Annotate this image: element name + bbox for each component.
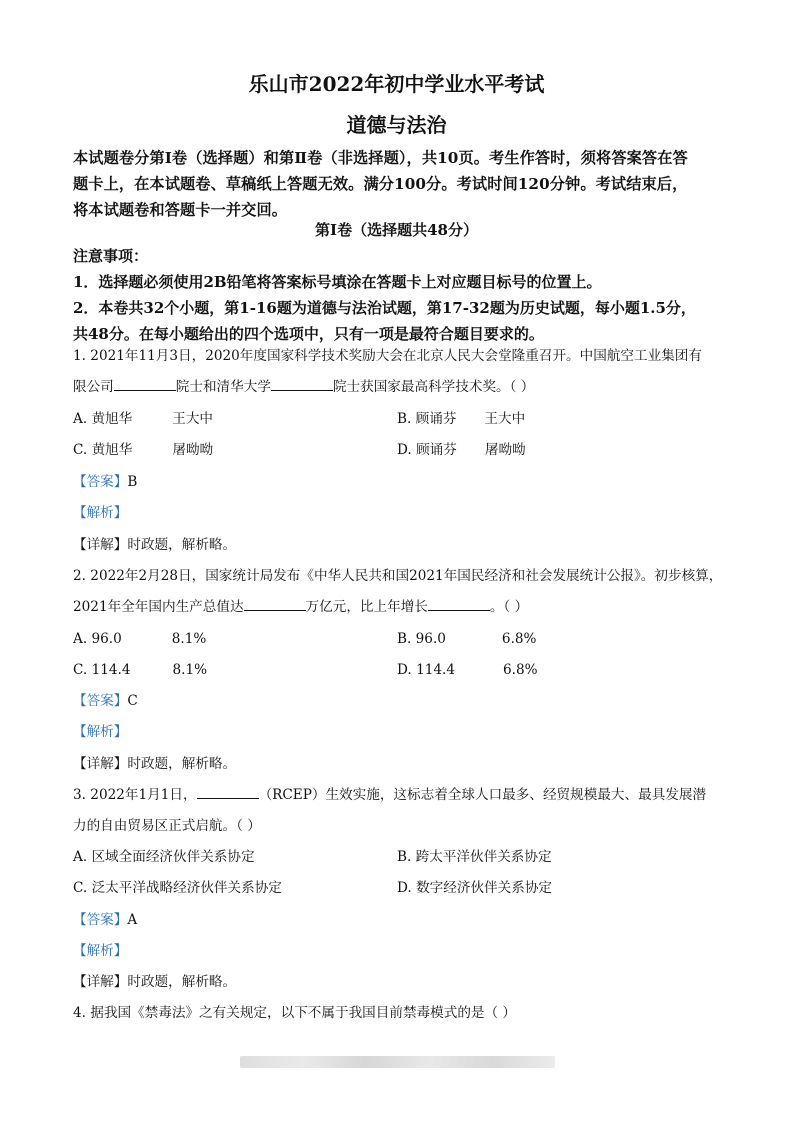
fill-blank: [114, 377, 176, 391]
analysis-tag: 【解析】: [73, 505, 128, 521]
stem-text: 院士和清华大学: [175, 379, 271, 395]
analysis-tag: 【解析】: [73, 724, 128, 740]
option-label: B.: [397, 849, 412, 865]
question-3-analysis: [73, 941, 127, 961]
question-2-analysis: [73, 722, 127, 742]
notice-item: 2．本卷共32个小题，第1-16题为道德与法治试题，第17-32题为历史试题，每小题1.5分，: [73, 299, 696, 317]
question-2-stem-line2: [73, 597, 528, 617]
question-2-option-b: [397, 629, 536, 649]
option-label: A.: [73, 411, 88, 427]
exam-instructions: [73, 145, 723, 223]
part-title: 第I卷（选择题共48分）: [315, 221, 478, 239]
option-value: 6.8%: [503, 662, 538, 678]
answer-tag: 【答案】: [73, 474, 128, 490]
option-label: C.: [73, 662, 88, 678]
answer-value: B: [127, 474, 138, 490]
option-label: B.: [397, 411, 412, 427]
question-3-stem-line2: 力的自由贸易区正式启航。（ ）: [73, 818, 261, 834]
question-1-stem-line2: [73, 377, 534, 397]
fill-blank: [271, 377, 333, 391]
question-2-stem-line1: 2. 2022年2月28日，国家统计局发布《中华人民共和国2021年国民经济和社会发展统计公报》。初步核算，: [73, 568, 723, 584]
analysis-tag: 【解析】: [73, 943, 128, 959]
question-4-stem-line1: 4. 据我国《禁毒法》之有关规定，以下不属于我国目前禁毒模式的是（ ）: [73, 1005, 517, 1021]
stem-text: 万亿元，比上年增长: [305, 599, 428, 615]
option-value: 96.0: [91, 631, 122, 647]
detail-tag: 【详解】: [73, 537, 128, 553]
option-value: 黄旭华: [91, 442, 133, 458]
detail-text: 时政题，解析略。: [127, 756, 237, 772]
question-1-option-b: [397, 409, 525, 429]
intro-line: 本试题卷分第I卷（选择题）和第Ⅱ卷（非选择题），共10页。考生作答时，须将答案答在答: [73, 149, 688, 167]
exam-title: 乐山市2022年初中学业水平考试: [248, 72, 545, 96]
fill-blank: [197, 785, 259, 799]
option-label: A.: [73, 631, 88, 647]
option-value: 114.4: [416, 662, 455, 678]
subject-title: 道德与法治: [346, 113, 447, 137]
question-3-option-a: [73, 847, 255, 867]
option-value: 96.0: [415, 631, 446, 647]
intro-line: 题卡上，在本试题卷、草稿纸上答题无效。满分100分。考试时间120分钟。考试结束后，: [73, 175, 688, 193]
question-1-detail: [73, 535, 236, 555]
question-3-option-b: [397, 847, 552, 867]
question-3-detail: [73, 972, 236, 992]
option-value: 区域全面经济伙伴关系协定: [91, 849, 255, 865]
question-1-option-a: [73, 409, 213, 429]
option-value: 8.1%: [172, 662, 208, 678]
notice-item: 1．选择题必须使用2B铅笔将答案标号填涂在答题卡上对应题目标号的位置上。: [73, 273, 602, 291]
stem-text: 。（ ）: [489, 599, 529, 615]
answer-value: C: [127, 693, 138, 709]
detail-tag: 【详解】: [73, 974, 128, 990]
option-value: 王大中: [172, 411, 214, 427]
option-value: 跨太平洋伙伴关系协定: [415, 849, 552, 865]
notice-heading: 注意事项：: [73, 247, 149, 265]
question-2-answer: [73, 691, 138, 711]
answer-tag: 【答案】: [73, 912, 128, 928]
option-value: 114.4: [91, 662, 131, 678]
option-value: 8.1%: [171, 631, 207, 647]
option-value: 顾诵芬: [416, 442, 457, 458]
notice-section: [73, 243, 733, 347]
question-3-option-d: [397, 878, 552, 898]
option-label: C.: [73, 880, 88, 896]
question-2-option-c: [73, 660, 207, 680]
stem-text: 3. 2022年1月1日，: [73, 787, 197, 803]
option-label: D.: [397, 662, 412, 678]
option-value: 顾诵芬: [415, 411, 457, 427]
question-2-detail: [73, 754, 236, 774]
intro-line: 将本试题卷和答题卡一并交回。: [73, 201, 288, 219]
question-1-answer: [73, 472, 137, 492]
fill-blank: [244, 597, 306, 611]
blurred-footer-watermark: [240, 1056, 555, 1068]
option-value: 6.8%: [501, 631, 537, 647]
option-label: B.: [397, 631, 412, 647]
question-1-analysis: [73, 503, 127, 523]
option-label: C.: [73, 442, 88, 458]
question-2-option-a: [73, 629, 206, 649]
stem-text: （RCEP）生效实施，这标志着全球人口最多、经贸规模最大、最具发展潜: [258, 787, 707, 803]
notice-item: 共48分。在每小题给出的四个选项中，只有一项是最符合题目要求的。: [73, 325, 544, 343]
question-3-stem-line1: [73, 785, 706, 805]
stem-text: 限公司: [73, 379, 114, 395]
option-value: 黄旭华: [91, 411, 133, 427]
question-2-option-d: [397, 660, 538, 680]
question-1-option-d: [397, 440, 526, 460]
option-value: 屠呦呦: [172, 442, 214, 458]
stem-text: 院士获国家最高科学技术奖。（ ）: [332, 379, 535, 395]
option-value: 泛太平洋战略经济伙伴关系协定: [91, 880, 282, 896]
answer-tag: 【答案】: [73, 693, 128, 709]
answer-value: A: [127, 912, 138, 928]
question-3-option-c: [73, 878, 282, 898]
option-label: A.: [73, 849, 88, 865]
option-value: 数字经济伙伴关系协定: [416, 880, 553, 896]
question-1-option-c: [73, 440, 213, 460]
option-value: 屠呦呦: [484, 442, 526, 458]
detail-text: 时政题，解析略。: [127, 537, 237, 553]
question-3-answer: [73, 910, 137, 930]
question-1-stem-line1: 1. 2021年11月3日，2020年度国家科学技术奖励大会在北京人民大会堂隆重召开。中国航空工业集团有: [73, 348, 702, 364]
detail-text: 时政题，解析略。: [127, 974, 237, 990]
stem-text: 2021年全年国内生产总值达: [73, 599, 244, 615]
detail-tag: 【详解】: [73, 756, 128, 772]
option-value: 王大中: [484, 411, 526, 427]
fill-blank: [428, 597, 490, 611]
option-label: D.: [397, 880, 412, 896]
option-label: D.: [397, 442, 412, 458]
